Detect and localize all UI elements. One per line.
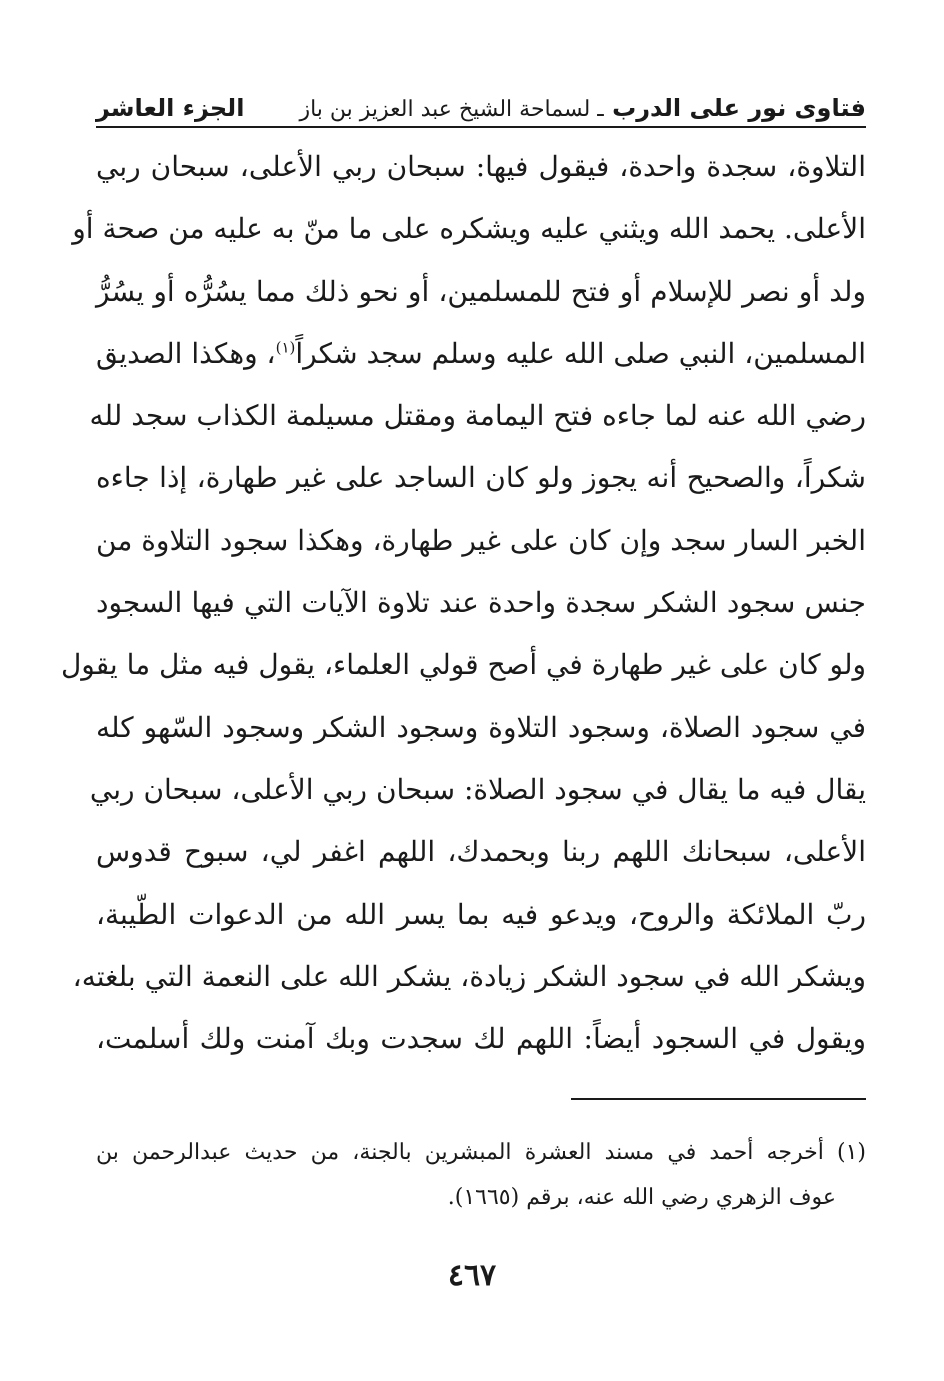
text-line: شكراً، والصحيح أنه يجوز ولو كان الساجد على غير طهارة، إذا جاءه <box>96 461 866 495</box>
header-series-title <box>299 94 866 122</box>
footnote-marker: (١) <box>275 338 296 357</box>
text-line: رضي الله عنه لما جاءه فتح اليمامة ومقتل مسيلمة الكذاب سجد لله <box>89 399 866 433</box>
text-line-part: ، وهكذا الصديق <box>96 336 276 370</box>
text-line-part: المسلمين، النبي صلى الله عليه وسلم سجد شكراً <box>295 336 866 370</box>
text-line: جنس سجود الشكر سجدة واحدة عند تلاوة الآيات التي فيها السجود <box>96 586 866 620</box>
header-author: ـ لسماحة الشيخ عبد العزيز بن باز <box>299 97 604 122</box>
text-line: ويشكر الله في سجود الشكر زيادة، يشكر الله على النعمة التي بلغته، <box>72 959 866 993</box>
page-number: ٤٦٧ <box>447 1258 497 1293</box>
text-line: ويقول في السجود أيضاً: اللهم لك سجدت وبك آمنت ولك أسلمت، <box>96 1022 866 1056</box>
main-text <box>60 136 866 1070</box>
footnote-separator <box>571 1098 866 1100</box>
text-line: ولد أو نصر للإسلام أو فتح للمسلمين، أو نحو ذلك مما يسُرُّه أو يسُرُّ <box>96 274 866 308</box>
running-header <box>96 82 866 128</box>
text-line-with-footnote-marker <box>96 323 866 385</box>
text-line: الخبر السار سجد وإن كان على غير طهارة، وهكذا سجود التلاوة من <box>96 523 866 557</box>
footnotes <box>96 1130 866 1220</box>
footnote-line: (١) أخرجه أحمد في مسند العشرة المبشرين بالجنة، من حديث عبدالرحمن بن <box>96 1140 866 1165</box>
text-line: ولو كان على غير طهارة في أصح قولي العلماء، يقول فيه مثل ما يقول <box>60 648 866 682</box>
header-volume: الجزء العاشر <box>96 94 245 122</box>
text-line: ربّ الملائكة والروح، ويدعو فيه بما يسر الله من الدعوات الطّيبة، <box>96 897 866 931</box>
text-line: التلاوة، سجدة واحدة، فيقول فيها: سبحان ربي الأعلى، سبحان ربي <box>96 150 866 183</box>
series-title: فتاوى نور على الدرب <box>612 94 866 122</box>
text-line: الأعلى، سبحانك اللهم ربنا وبحمدك، اللهم اغفر لي، سبوح قدوس <box>96 835 866 869</box>
footnote-line: عوف الزهري رضي الله عنه، برقم (١٦٦٥). <box>447 1185 836 1210</box>
text-line: في سجود الصلاة، وسجود التلاوة وسجود الشكر وسجود السّهو كله <box>96 710 866 744</box>
text-line: يقال فيه ما يقال في سجود الصلاة: سبحان ربي الأعلى، سبحان ربي <box>89 772 866 806</box>
text-line: الأعلى. يحمد الله ويثني عليه ويشكره على ما منّ به عليه من صحة أو <box>72 212 866 246</box>
